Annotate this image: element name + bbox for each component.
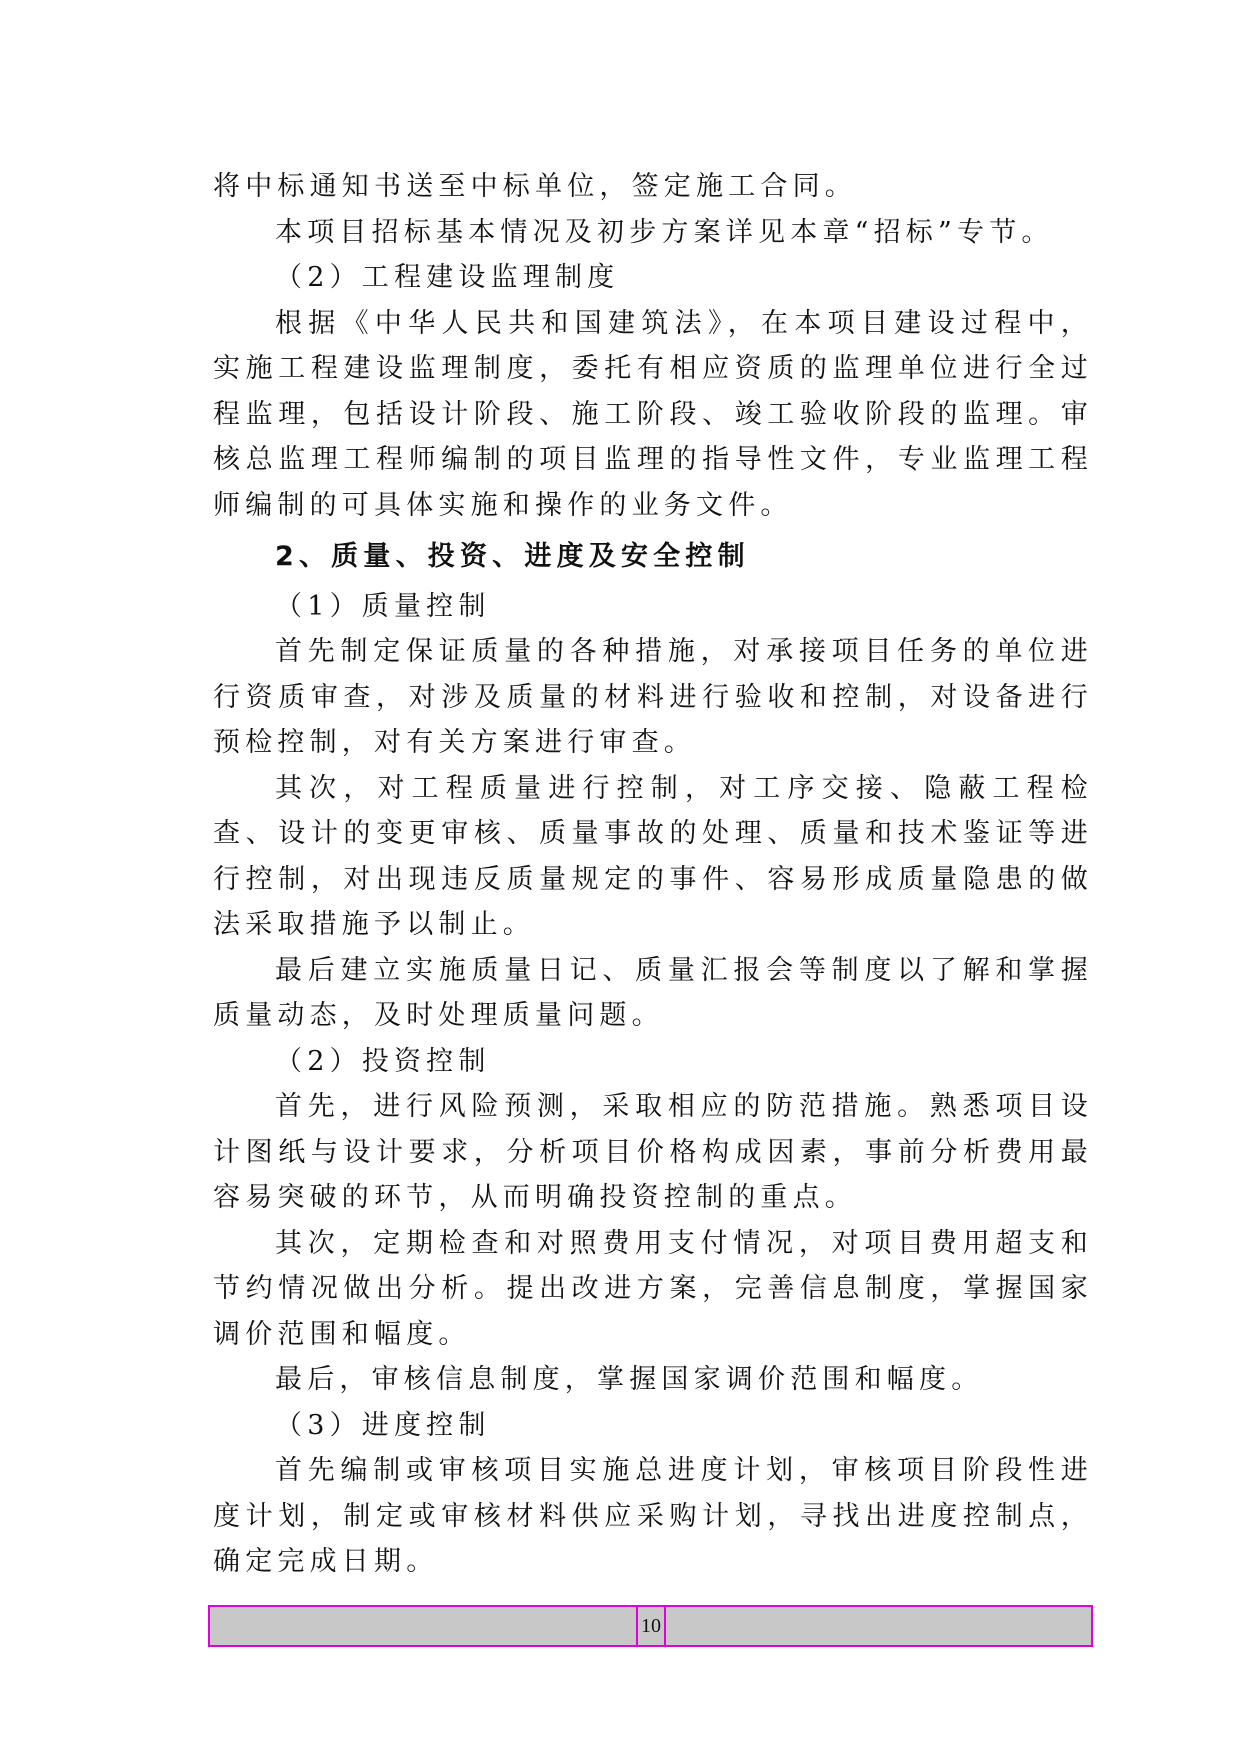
document-body <box>213 164 1093 1585</box>
subheading-quality-control: （1）质量控制 <box>275 590 491 622</box>
paragraph-investment-last: 最后，审核信息制度，掌握国家调价范围和幅度。 <box>275 1364 984 1395</box>
paragraph-schedule-first: 首先编制或审核项目实施总进度计划，审核项目阶段性进度计划，制定或审核材料供应采购计划，寻找出进度控制点，确定完成日期。 <box>213 1455 1093 1577</box>
paragraph-quality-second: 其次，对工程质量进行控制，对工序交接、隐蔽工程检查、设计的变更审核、质量事故的处理、质量和技术鉴证等进行控制，对出现违反质量规定的事件、容易形成质量隐患的做法采取措施予以制止。 <box>213 772 1093 940</box>
subheading-investment-control: （2）投资控制 <box>275 1045 491 1077</box>
paragraph-continuation: 将中标通知书送至中标单位，签定施工合同。 <box>213 171 857 202</box>
paragraph-supervision: 根据《中华人民共和国建筑法》，在本项目建设过程中，实施工程建设监理制度，委托有相应资质的监理单位进行全过程监理，包括设计阶段、施工阶段、竣工验收阶段的监理。审核总监理工程师编制的项目监理的指导性文件，专业监理工程师编制的可具体实施和操作的业务文件。 <box>213 307 1093 521</box>
paragraph-investment-first: 首先，进行风险预测，采取相应的防范措施。熟悉项目设计图纸与设计要求，分析项目价格构成因素，事前分析费用最容易突破的环节，从而明确投资控制的重点。 <box>213 1091 1093 1213</box>
paragraph-quality-last: 最后建立实施质量日记、质量汇报会等制度以了解和掌握质量动态，及时处理质量问题。 <box>213 954 1093 1031</box>
paragraph-investment-second: 其次，定期检查和对照费用支付情况，对项目费用超支和节约情况做出分析。提出改进方案，完善信息制度，掌握国家调价范围和幅度。 <box>213 1227 1093 1350</box>
page-number: 10 <box>636 1605 666 1647</box>
paragraph-tender-reference: 本项目招标基本情况及初步方案详见本章“招标”专节。 <box>275 216 1054 248</box>
subheading-schedule-control: （3）进度控制 <box>275 1409 491 1441</box>
paragraph-quality-first: 首先制定保证质量的各种措施，对承接项目任务的单位进行资质审查，对涉及质量的材料进行验收和控制，对设备进行预检控制，对有关方案进行审查。 <box>213 636 1093 758</box>
section-heading-control: 2、质量、投资、进度及安全控制 <box>275 541 750 572</box>
subheading-supervision-system: （2）工程建设监理制度 <box>275 262 620 293</box>
